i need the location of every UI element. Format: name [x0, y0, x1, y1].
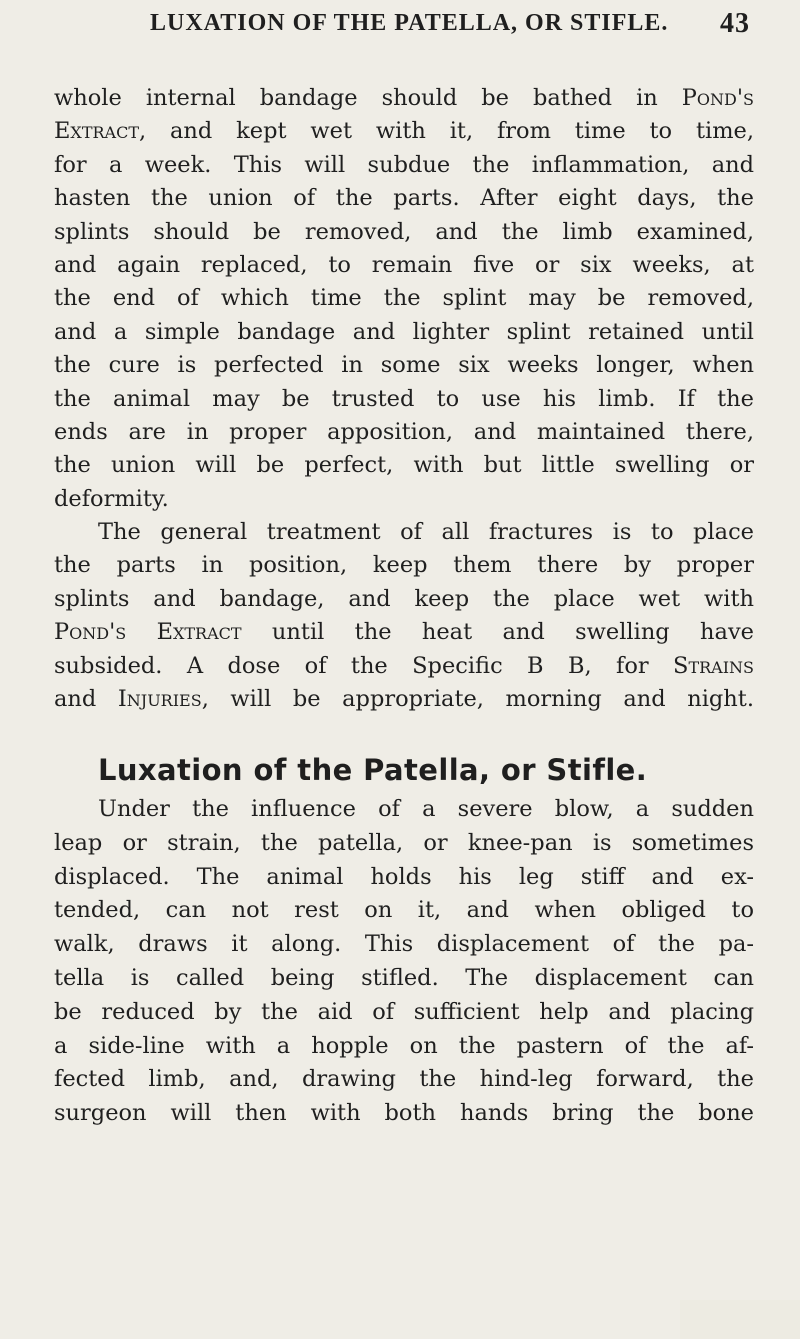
text-line: and again replaced, to remain five or six weeks, at — [54, 251, 754, 278]
text-line: the end of which time the splint may be removed, — [54, 285, 754, 312]
text-line: displaced. The animal holds his leg stiff and ex- — [54, 863, 754, 890]
text-line: fected limb, and, drawing the hind-leg forward, the — [54, 1066, 754, 1093]
text-line: and Injuries, will be appropriate, morning and night. — [54, 686, 754, 713]
text-line: a side-line with a hopple on the pastern of the af- — [54, 1032, 754, 1059]
text-line: Under the influence of a severe blow, a sudden — [98, 796, 754, 822]
running-head — [150, 4, 750, 44]
text-line: be reduced by the aid of sufficient help and placing — [54, 998, 754, 1025]
text-line: and a simple bandage and lighter splint retained until — [54, 318, 754, 345]
text-line: the cure is perfected in some six weeks longer, when — [54, 352, 754, 379]
text-line: splints should be removed, and the limb examined, — [54, 218, 754, 245]
running-title: LUXATION OF THE PATELLA, OR STIFLE. — [150, 10, 669, 36]
text-line: tended, can not rest on it, and when obliged to — [54, 897, 754, 924]
section-heading: Luxation of the Patella, or Stifle. — [98, 753, 648, 787]
text-line: tella is called being stifled. The displacement can — [54, 964, 754, 991]
text-line: splints and bandage, and keep the place wet with — [54, 585, 754, 612]
text-line: the parts in position, keep them there by proper — [54, 552, 754, 579]
text-line: whole internal bandage should be bathed in Pond's — [54, 85, 754, 111]
text-line: the union will be perfect, with but little swelling or — [54, 452, 754, 479]
text-line: hasten the union of the parts. After eight days, the — [54, 185, 754, 212]
text-line: walk, draws it along. This displacement of the pa- — [54, 931, 754, 958]
text-line: The general treatment of all fractures is to place — [98, 519, 754, 546]
text-line: deformity. — [54, 485, 169, 512]
text-line: Extract, and kept wet with it, from time to time, — [54, 118, 754, 145]
text-line: ends are in proper apposition, and maintained there, — [54, 418, 754, 445]
text-line: Pond's Extract until the heat and swelling have — [54, 619, 754, 646]
body-text-lower — [54, 793, 754, 1131]
text-line: surgeon will then with both hands bring the bone — [54, 1100, 754, 1127]
text-line: subsided. A dose of the Specific B B, for Strains — [54, 652, 754, 679]
text-line: leap or strain, the patella, or knee-pan is sometimes — [54, 829, 754, 856]
text-line: the animal may be trusted to use his limb. If the — [54, 385, 754, 412]
page-number: 43 — [720, 8, 750, 39]
body-text-upper — [54, 82, 754, 716]
page-corner-shade — [680, 1300, 800, 1339]
text-line: for a week. This will subdue the inflammation, and — [54, 151, 754, 178]
